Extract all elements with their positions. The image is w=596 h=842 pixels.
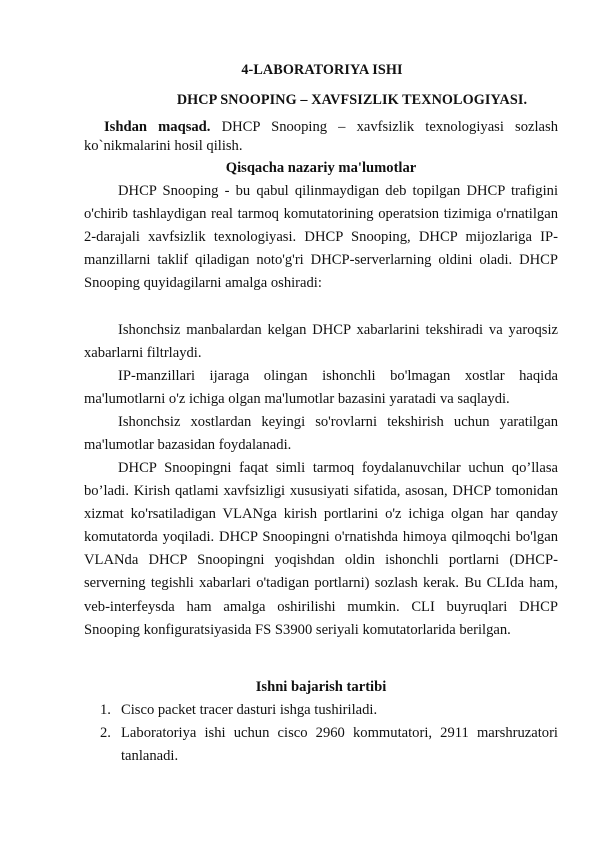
document-subtitle: DHCP SNOOPING – XAVFSIZLIK TEXNOLOGIYASI. bbox=[176, 92, 528, 108]
document-title: 4-LABORATORIYA ISHI bbox=[241, 62, 403, 78]
theory-heading: Qisqacha nazariy ma'lumotlar bbox=[225, 160, 417, 176]
procedure-heading: Ishni bajarish tartibi bbox=[255, 679, 387, 695]
step-item bbox=[84, 722, 558, 768]
goal-paragraph bbox=[84, 118, 558, 156]
step-item bbox=[84, 699, 558, 722]
procedure-steps bbox=[84, 699, 558, 768]
goal-text: DHCP Snooping – xavfsizlik texnologiyasi sozlash ko`nikmalarini hosil qilish. bbox=[84, 119, 559, 154]
step-number: 1. bbox=[100, 702, 111, 718]
paragraph-intro: DHCP Snooping - bu qabul qilinmaydigan deb topilgan DHCP trafigini o'chirib tashlaydigan real tarmoq komutatorining operatsion tizimiga o'rnatilgan 2-darajali xavfsizlik texnologiyasi. DHCP Snooping, DHCP mijozlariga IP-manzillarni taklif qiladigan noto'g'ri DHCP-serverlarning oldini oladi. DHCP Snooping quyidagilarni amalga oshiradi: bbox=[84, 183, 558, 292]
paragraph-point-1: Ishonchsiz manbalardan kelgan DHCP xabarlarini tekshiradi va yaroqsiz xabarlarni filtrlaydi. bbox=[84, 322, 558, 362]
step-number: 2. bbox=[100, 725, 111, 742]
paragraph-point-3: Ishonchsiz xostlardan keyingi so'rovlarni tekshirish uchun yaratilgan ma'lumotlar bazasidan foydalanadi. bbox=[84, 414, 558, 454]
step-text: Laboratoriya ishi uchun cisco 2960 kommutatori, 2911 marshruzatori tanlanadi. bbox=[121, 725, 558, 765]
step-text: Cisco packet tracer dasturi ishga tushiriladi. bbox=[121, 702, 378, 718]
paragraph-point-2: IP-manzillari ijaraga olingan ishonchli bo'lmagan xostlar haqida ma'lumotlarni o'z ichiga olgan ma'lumotlar bazasini yaratadi va saqlaydi. bbox=[84, 368, 558, 408]
goal-label: Ishdan maqsad. bbox=[104, 119, 211, 135]
paragraph-details: DHCP Snoopingni faqat simli tarmoq foydalanuvchilar uchun qo’llasa bo’ladi. Kirish qatlami xavfsizligi xususiyati sifatida, asosan, DHCP tomonidan xizmat ko'rsatiladigan VLANga kirish portlarini o'z ichiga olgan har qanday komutatorda yoqiladi. DHCP Snoopingni o'rnatishda himoya qilmoqchi bo'lgan VLANda DHCP Snoopingni yoqishdan oldin ishonchli portlarni (DHCP-serverning tegishli xabarlari o'tadigan portlarni) sozlash kerak. Bu CLIda ham, veb-interfeysda ham amalga oshirilishi mumkin. CLI buyruqlari DHCP Snooping konfiguratsiyasida FS S3900 seriyali komutatorlarida berilgan. bbox=[84, 460, 558, 638]
